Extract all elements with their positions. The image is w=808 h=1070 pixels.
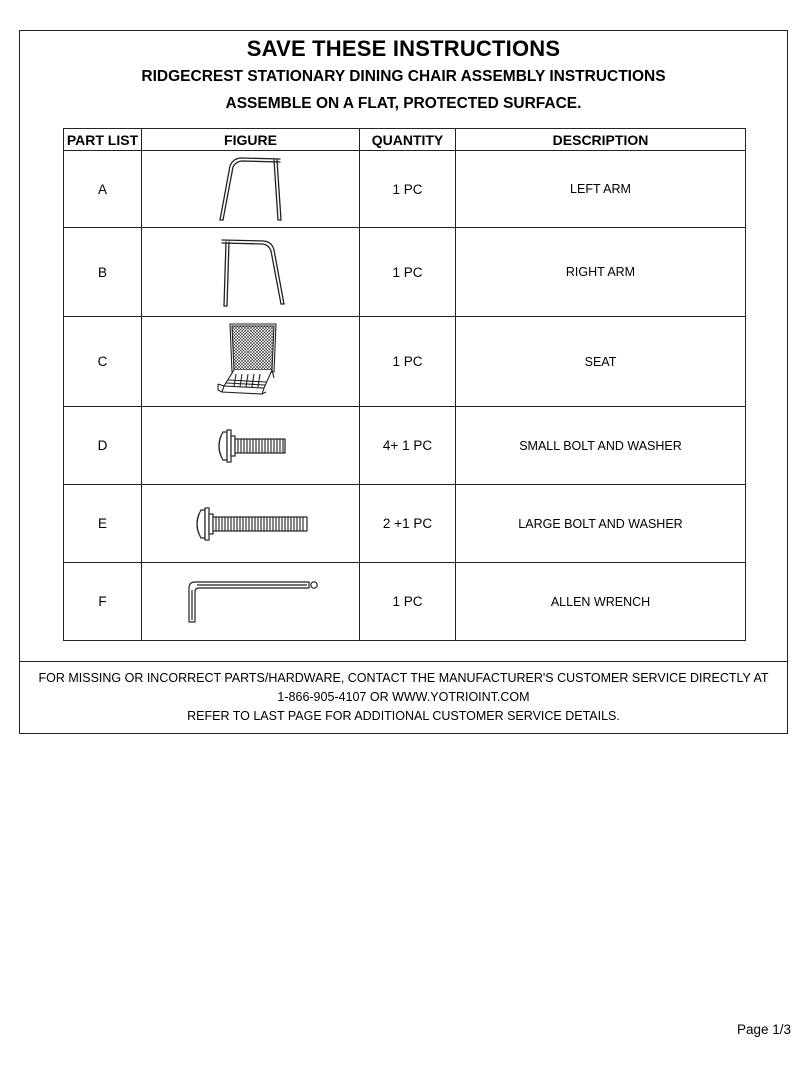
part-quantity: 1 PC <box>360 317 456 407</box>
part-letter: C <box>64 317 142 407</box>
right-arm-figure-icon <box>206 236 296 308</box>
part-quantity: 1 PC <box>360 228 456 317</box>
small-bolt-figure-icon <box>211 426 291 466</box>
part-letter: A <box>64 151 142 228</box>
seat-figure-icon <box>206 322 296 402</box>
part-description: SMALL BOLT AND WASHER <box>456 407 746 485</box>
column-header-part-list: PART LIST <box>64 129 142 151</box>
table-row <box>64 485 746 563</box>
figure-cell <box>142 485 360 563</box>
figure-cell <box>142 317 360 407</box>
table-row <box>64 228 746 317</box>
footer-reference-line: REFER TO LAST PAGE FOR ADDITIONAL CUSTOMER SERVICE DETAILS. <box>187 709 620 723</box>
page-subtitle: RIDGECREST STATIONARY DINING CHAIR ASSEMBLY INSTRUCTIONS <box>141 68 666 85</box>
figure-cell <box>142 563 360 641</box>
instructions-frame <box>19 30 788 734</box>
part-description: RIGHT ARM <box>456 228 746 317</box>
table-row <box>64 563 746 641</box>
part-letter: D <box>64 407 142 485</box>
part-quantity: 1 PC <box>360 151 456 228</box>
assembly-note: ASSEMBLE ON A FLAT, PROTECTED SURFACE. <box>225 95 582 112</box>
part-letter: B <box>64 228 142 317</box>
figure-cell <box>142 151 360 228</box>
footer-phone-website: 1-866-905-4107 OR WWW.YOTRIOINT.COM <box>277 690 530 704</box>
figure-cell <box>142 228 360 317</box>
table-row <box>64 407 746 485</box>
figure-cell <box>142 407 360 485</box>
part-letter: F <box>64 563 142 641</box>
part-description: LEFT ARM <box>456 151 746 228</box>
part-quantity: 1 PC <box>360 563 456 641</box>
column-header-description: DESCRIPTION <box>456 129 746 151</box>
left-arm-figure-icon <box>206 154 296 224</box>
column-header-quantity: QUANTITY <box>360 129 456 151</box>
table-row <box>64 151 746 228</box>
table-row <box>64 317 746 407</box>
part-description: ALLEN WRENCH <box>456 563 746 641</box>
page-number: Page 1/3 <box>736 1022 791 1037</box>
part-description: SEAT <box>456 317 746 407</box>
page-title: SAVE THESE INSTRUCTIONS <box>246 36 561 61</box>
part-quantity: 4+ 1 PC <box>360 407 456 485</box>
part-quantity: 2 +1 PC <box>360 485 456 563</box>
column-header-figure: FIGURE <box>142 129 360 151</box>
large-bolt-figure-icon <box>191 504 311 544</box>
footer-contact-line: FOR MISSING OR INCORRECT PARTS/HARDWARE, CONTACT THE MANUFACTURER'S CUSTOMER SERVICE DIRECTLY AT <box>38 671 769 685</box>
part-description: LARGE BOLT AND WASHER <box>456 485 746 563</box>
part-letter: E <box>64 485 142 563</box>
footer-divider <box>20 661 787 662</box>
allen-wrench-figure-icon <box>181 578 321 626</box>
table-header-row <box>64 129 746 151</box>
parts-table <box>63 128 746 641</box>
